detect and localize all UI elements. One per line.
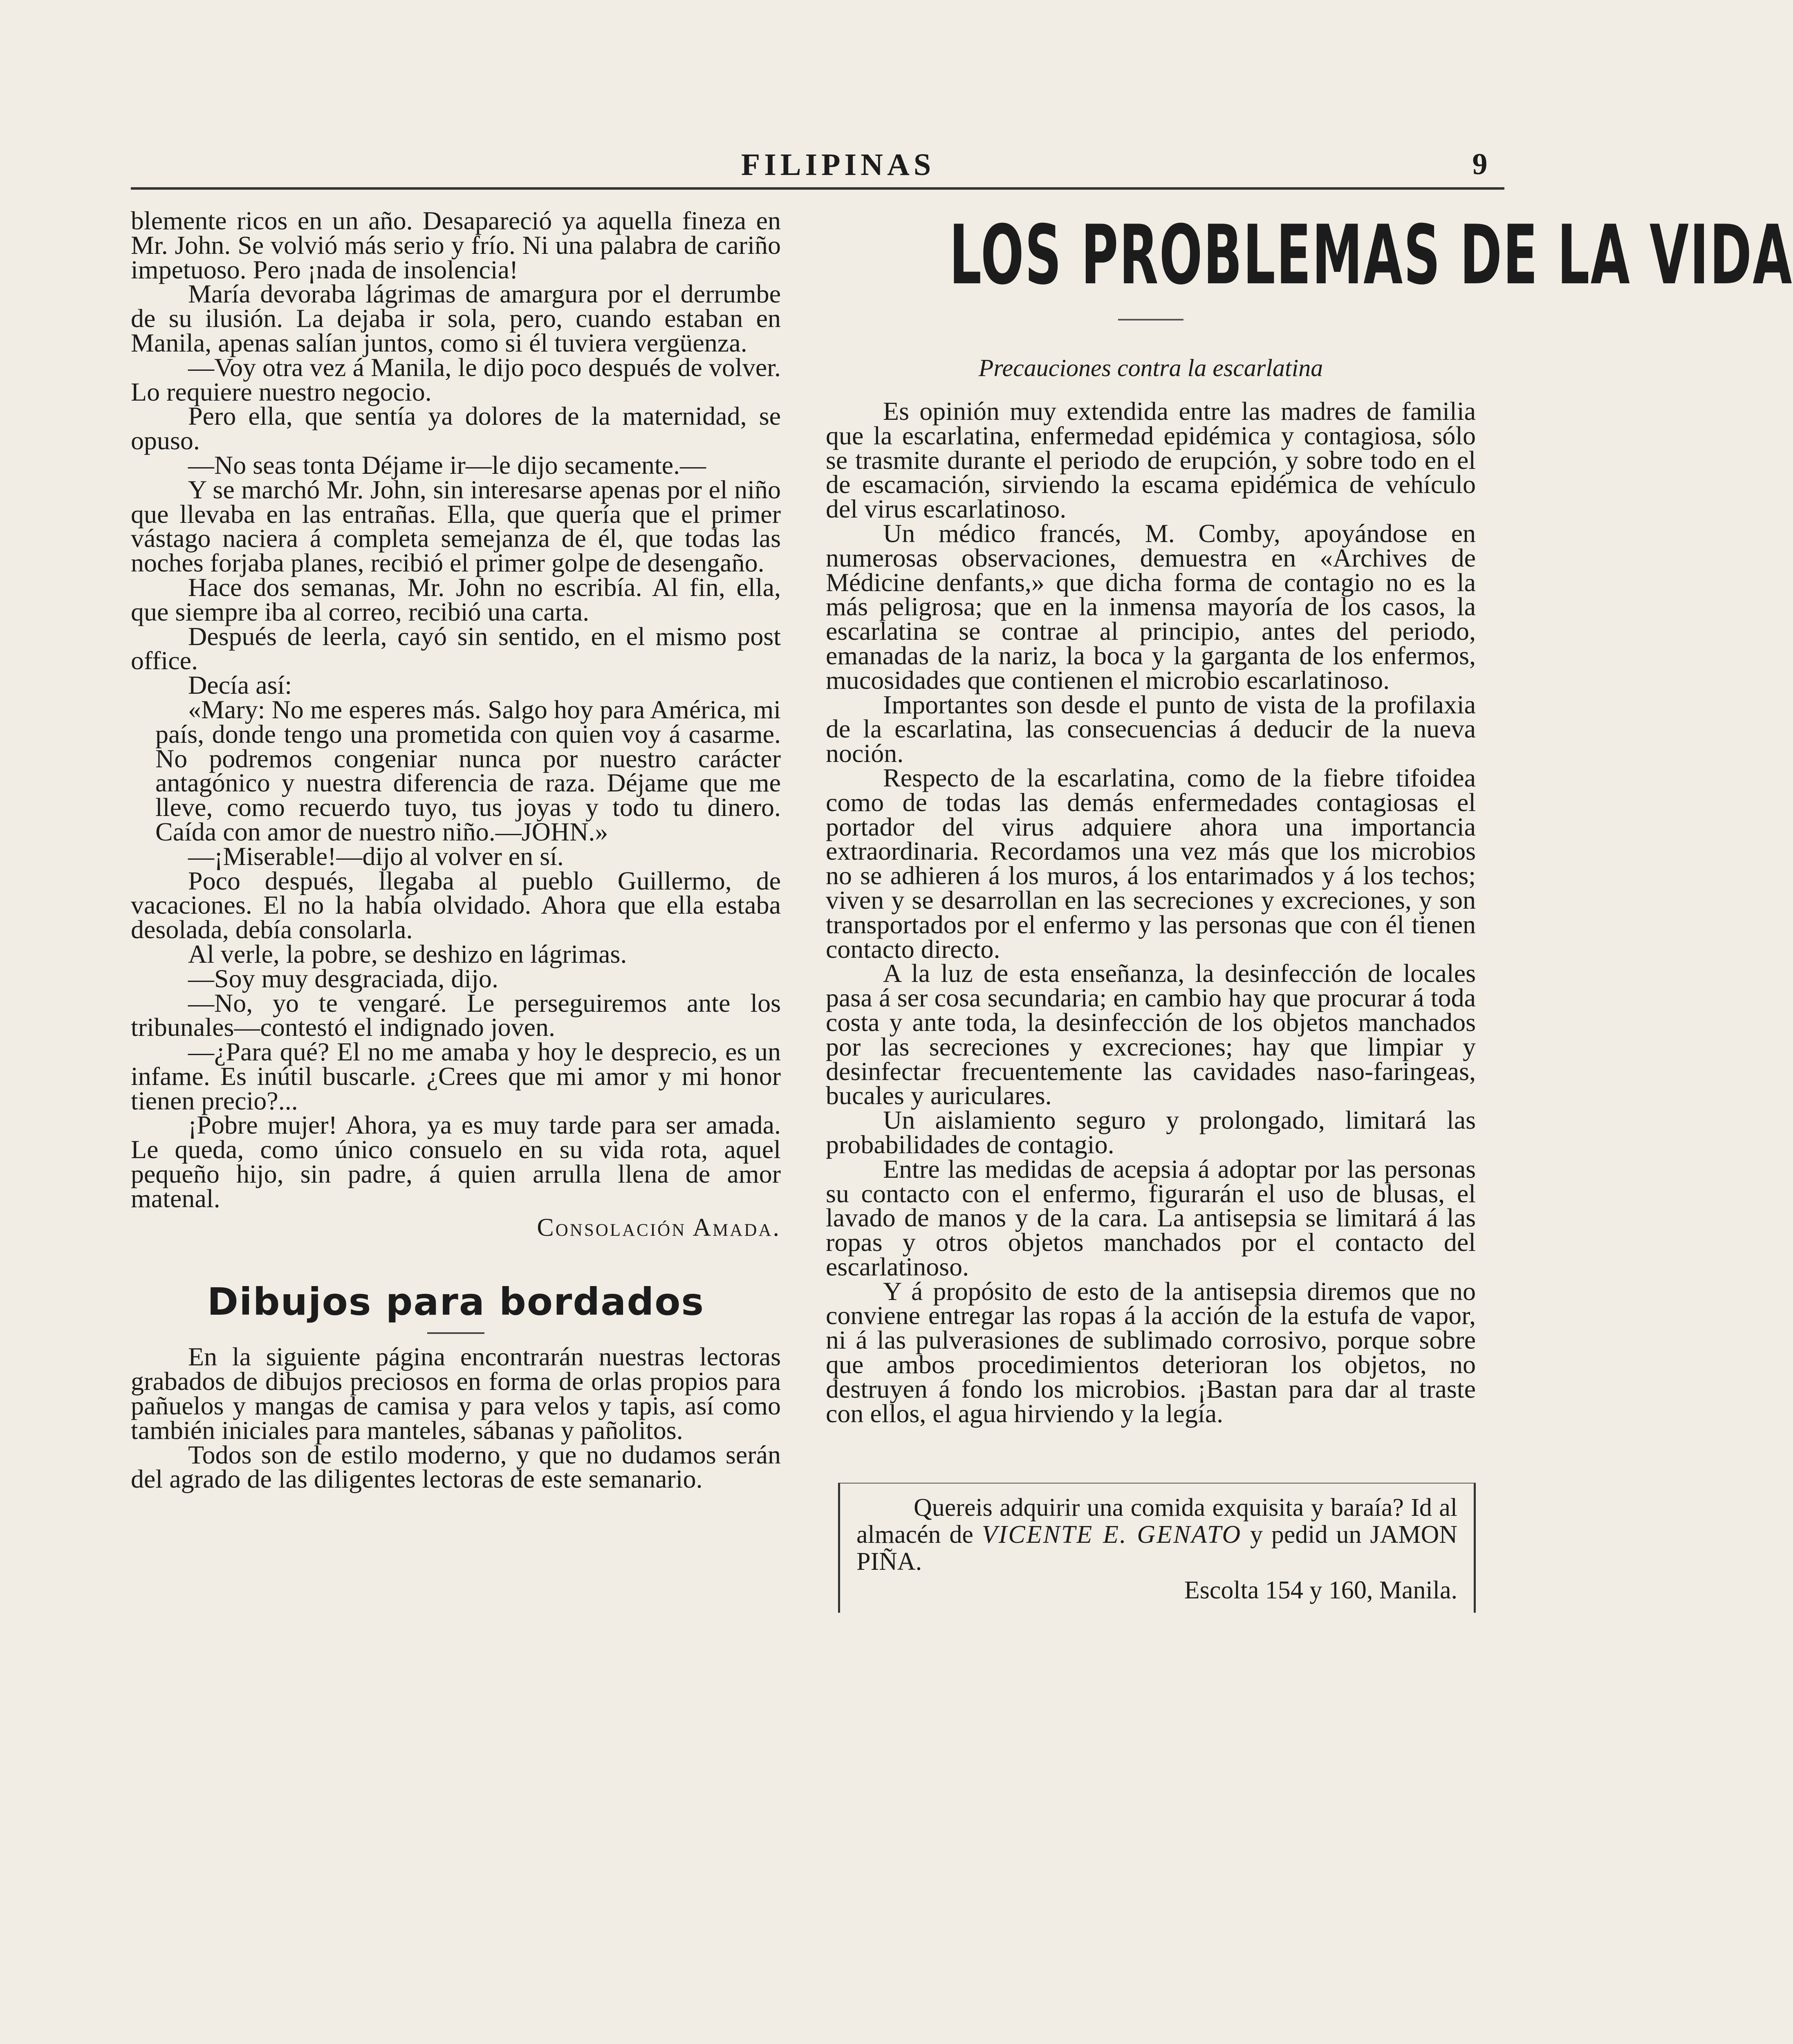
article-paragraph: Entre las medidas de acepsia á adoptar por las personas su contacto con el enfermo, figurarán el uso de blusas, el lavado de manos y de la cara. La antisepsia se limitará á las ropas y otros objetos manchados por el contacto del escarlatinoso. xyxy=(826,1154,1476,1281)
ad-text xyxy=(856,1494,1457,1575)
article-paragraph: Y á propósito de esto de la antisepsia diremos que no conviene entregar las ropas á la acción de la estufa de vapor, ni á las pulverasiones de sublimado corrosivo, porque sobre que ambos procedimientos deterioran los objetos, no destruyen á fondo los microbios. ¡Bastan para dar al traste con ellos, el agua hirviendo y la legía. xyxy=(826,1276,1476,1428)
article-paragraph: Es opinión muy extendida entre las madres de familia que la escarlatina, enfermedad epidémica y contagiosa, sólo se trasmite durante el periodo de erupción, y sobre todo en el de escamación, sirviendo la escama epidémica de vehículo del virus escarlatinoso. xyxy=(826,397,1476,524)
article-paragraph: Un aislamiento seguro y prolongado, limitará las probabilidades de contagio. xyxy=(826,1105,1476,1159)
right-column xyxy=(826,208,1793,1613)
journal-title: FILIPINAS xyxy=(741,148,935,182)
left-column xyxy=(131,206,781,1494)
article-paragraph: A la luz de esta enseñanza, la desinfección de locales pasa á ser cosa secundaria; en cambio hay que procurar á toda costa y ante toda, la desinfección de los objetos manchados por las secreciones y excreciones; hay que limpiar y desinfectar frecuentemente las cavidades naso-faringeas, bucales y auriculares. xyxy=(826,959,1476,1110)
story-paragraph: blemente ricos en un año. Desapareció ya aquella fineza en Mr. John. Se volvió más serio y frío. Ni una palabra de cariño impetuoso. Pero ¡nada de insolencia! xyxy=(131,206,781,284)
title-rule xyxy=(1118,319,1183,320)
story-paragraph: Y se marchó Mr. John, sin interesarse apenas por el niño que llevaba en las entrañas. Ella, que quería que el primer vástago naciera á completa semejanza de él, que todas las noches forjaba planes, recibió el primer golpe de desengaño. xyxy=(131,475,781,578)
story-paragraph: —No, yo te vengaré. Le perseguiremos ante los tribunales—contestó el indignado joven. xyxy=(131,988,781,1042)
header-rule xyxy=(131,187,1504,190)
story-paragraph: —No seas tonta Déjame ir—le dijo secamente.— xyxy=(188,450,706,480)
ad-text-after: y pedid un JAMON PIÑA. xyxy=(856,1521,1458,1576)
author-signature: Consolación Amada. xyxy=(537,1213,781,1242)
ad-merchant: VICENTE E. GENATO xyxy=(982,1521,1242,1549)
ad-address: Escolta 154 y 160, Manila. xyxy=(1184,1576,1457,1605)
story-paragraph: Después de leerla, cayó sin sentido, en el mismo post office. xyxy=(131,621,781,675)
story-paragraph: ¡Pobre mujer! Ahora, ya es muy tarde para ser amada. Le queda, como único consuelo en su vida rota, aquel pequeño hijo, sin padre, á quien arrulla llena de amor matenal. xyxy=(131,1110,781,1213)
ad-text-before: Quereis adquirir una comida exquisita y baraía? Id al almacén de xyxy=(856,1494,1457,1549)
section-title: LOS PROBLEMAS DE LA VIDA xyxy=(949,208,1793,303)
story-paragraph: Decía así: xyxy=(188,670,292,700)
embroidery-heading: Dibujos para bordados xyxy=(207,1280,705,1324)
story-paragraph: Hace dos semanas, Mr. John no escribía. Al fin, ella, que siempre iba al correo, recibió una carta. xyxy=(131,572,781,626)
article-paragraph: Importantes son desde el punto de vista de la profilaxia de la escarlatina, las consecuencias á deducir de la nueva noción. xyxy=(826,690,1476,768)
story-paragraph: María devoraba lágrimas de amargura por el derrumbe de su ilusión. La dejaba ir sola, pero, cuando estaban en Manila, apenas salían juntos, como si él tuviera vergüenza. xyxy=(131,279,781,357)
story-paragraph: —¿Para qué? El no me amaba y hoy le desprecio, es un infame. Es inútil buscarle. ¿Crees que mi amor y mi honor tienen precio?... xyxy=(131,1037,781,1115)
ham-advertisement xyxy=(838,1483,1476,1613)
running-head xyxy=(0,139,1671,180)
embroidery-paragraph: En la siguiente página encontrarán nuestras lectoras grabados de dibujos preciosos en forma de orlas propios para pañuelos y mangas de camisa y para velos y tapis, así como también iniciales para manteles, sábanas y pañolitos. xyxy=(131,1342,781,1445)
letter-text: «Mary: No me esperes más. Salgo hoy para América, mi país, donde tengo una prometida con quien voy á casarme. No podremos congeniar nunca por nuestro carácter antagónico y nuestra diferencia de raza. Déjame que me lleve, como recuerdo tuyo, tus joyas y todo tu dinero. Caída con amor de nuestro niño.—JOHN.» xyxy=(155,695,781,846)
article-paragraph: Un médico francés, M. Comby, apoyándose en numerosas observaciones, demuestra en «Archives de Médicine denfants,» que dicha forma de contagio no es la más peligrosa; que en la inmensa mayoría de los casos, la escarlatina se contrae al principio, antes del periodo, emanadas de la nariz, la boca y la garganta de los enfermos, mucosidades que contienen el microbio escarlatinoso. xyxy=(826,518,1476,695)
story-paragraph: —Soy muy desgraciada, dijo. xyxy=(188,964,498,993)
embroidery-paragraph: Todos son de estilo moderno, y que no dudamos serán del agrado de las diligentes lectoras de este semanario. xyxy=(131,1440,781,1494)
story-paragraph: Pero ella, que sentía ya dolores de la maternidad, se opuso. xyxy=(131,401,781,455)
story-paragraph: —Voy otra vez á Manila, le dijo poco después de volver. Lo requiere nuestro negocio. xyxy=(131,352,781,406)
story-paragraph: —¡Miserable!—dijo al volver en sí. xyxy=(188,841,564,871)
story-paragraph: Poco después, llegaba al pueblo Guillermo, de vacaciones. El no la había olvidado. Ahora que ella estaba desolada, debía consolarla. xyxy=(131,866,781,944)
story-paragraph: Al verle, la pobre, se deshizo en lágrimas. xyxy=(188,939,627,968)
article-subtitle: Precauciones contra la escarlatina xyxy=(978,354,1323,381)
article-paragraph: Respecto de la escarlatina, como de la fiebre tifoidea como de todas las demás enfermedades contagiosas el portador del virus adquiere ahora una importancia extraordinaria. Recordamos una vez más que los microbios no se adhieren á los muros, á los entarimados y á los techos; viven y se desarrollan en las secreciones y excreciones, y son transportados por el enfermo y las personas que con él tienen contacto directo. xyxy=(826,763,1476,964)
heading-rule xyxy=(427,1332,484,1334)
page-number: 9 xyxy=(1472,148,1488,181)
